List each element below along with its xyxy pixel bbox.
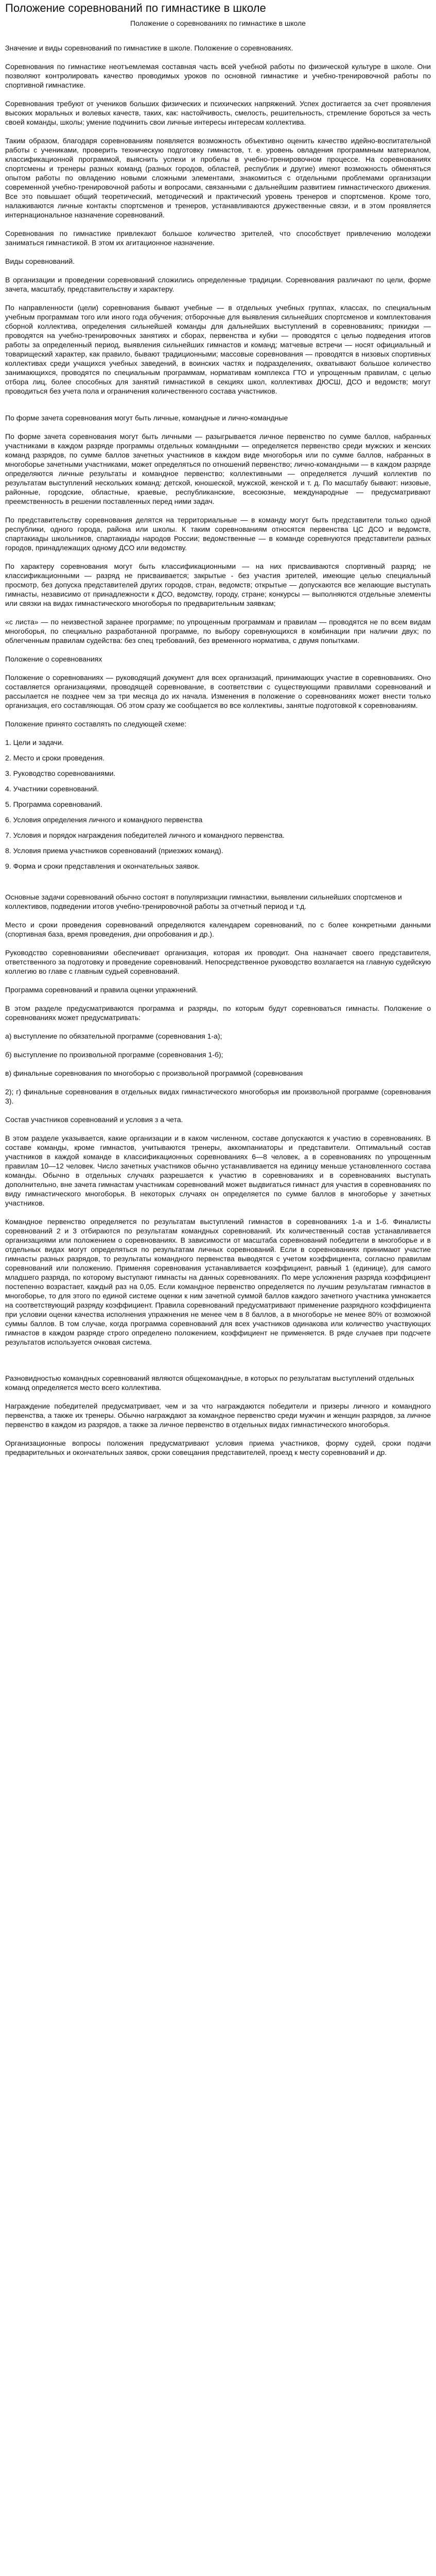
intro-paragraph: Значение и виды соревнований по гимнастике в школе. Положение о соревнованиях. <box>5 44 293 52</box>
section-paragraph: Организационные вопросы положения предусматривают условия приема участников, форму судей, сроки подачи предварительных и окончательных заявок, сроки совещания представителей, проезд к месту соревнований и др. <box>5 1439 431 1456</box>
section-paragraph: По характеру соревнования могут быть классификационными — на них присваиваются спортивный разряд; не классификационными — разряд не присваивается; закрытые - без участия зрителей, имеющие целью специальный просмотр, без допуска представителей других городов, стран, ведомств; открытые — допускаются все желающие выступать гимнасты, независимо от принадлежности к ДСО, ведомству, городу, стране; конкурсы — выполняются отдельные элементы или связки на видах гимнастического многоборья по предварительным заявкам; <box>5 562 431 607</box>
intro-paragraph: Соревнования по гимнастике неотъемлемая составная часть всей учебной работы по физической культуре в школе. Они позволяют контролировать качество проводимых уроков по основной гимнастике и учебно-тренировочной работы по спортивной гимнастике. <box>5 62 431 89</box>
section-paragraph: Положение принято составлять по следующей схеме: <box>5 720 187 728</box>
scheme-item: 9. Форма и сроки представления и окончательных заявок. <box>5 862 200 870</box>
scheme-list <box>5 738 431 871</box>
section-paragraph: По представительству соревнования делятся на территориальные — в команду могут быть представители только одной республики, одного города, района или школы. К таким соревнованиям относятся первенства ЦС ДСО и ведомств, спартакиады школьников, спартакиады народов России; ведомственные — в команде соревнуются представители разных городов, принадлежащих одному ДСО или ведомству. <box>5 516 431 552</box>
section-paragraph: По форме зачета соревнования могут быть личными — разыгрывается личное первенство по сумме баллов, набранных участниками в каждом разряде программы отдельных командными — определяется первенство среди мужских и женских команд разрядов, по сумме баллов зачетных участников в каждом виде многоборья или по сумме баллов, набранных в многоборье зачетными участниками, может определяться по отношений первенство; лично-командными — в каждом разряде определяются личные результаты и командное первенство; коллективными — определяется лучший коллектив по результатам выступлений нескольких команд: детской, юношеской, мужской, женской и т. д. По масштабу бывают: низовые, районные, городские, областные, краевые, республиканские, всесоюзные, международные — предусматривают преемственность в решении поставленных перед ними задач. <box>5 432 431 505</box>
section-paragraph: Программа соревнований и правила оценки упражнений. <box>5 986 198 994</box>
section-paragraph: Командное первенство определяется по результатам выступлений гимнастов в соревнованиях 1-а и 1-б. Финалисты соревнований 2 и 3 отбираются по результатам командных соревнований. Их количественный состав устанавливается организациями или положением о соревнованиях. В зависимости от масштаба соревнований победители в многоборье и в отдельных видах могут определяться по результатам личных соревнований. Если в соревнованиях принимают участие гимнасты разных разрядов, то результаты командного первенства выводятся с учетом коэффициента, согласно правилам соревнований или положению. Применяя соревнования устанавливается коэффициент, равный 1 (единице), для самого младшего разряда, по которому выступают гимнасты на данных соревнованиях. По мере усложнения разряда коэффициент постепенно возрастает, каждый раз на 0,05. Если командное первенство определяется по лучшим результатам гимнастов в многоборье, то для этого по единой системе оценки к ним зачетной суммой баллов каждого зачетного участника умножается на соответствующий разряду коэффициент. Правила соревнований предусматривают применение разрядного коэффициента при условии оценки качества исполнения упражнения не менее чем в 8 баллов, а в многоборье не менее 80% от возможной суммы баллов. В том случае, когда программа соревнований для всех участников одинакова или количество участвующих гимнастов в каждом разряде строго определено положением, коэффициент не применяется. В ряде случаев при подсчете результатов используется очковая система. <box>5 1217 431 1346</box>
section-paragraph: В этом разделе предусматриваются программа и разряды, по которым будут соревноваться гимнасты. Положение о соревнованиях может предусматривать: <box>5 1004 431 1022</box>
intro-paragraph: Виды соревнований. <box>5 257 75 265</box>
intro-paragraph: В организации и проведении соревнований сложились определенные традиции. Соревнования различают по цели, форме зачета, масштабу, представительству и характеру. <box>5 276 431 293</box>
scheme-item: 6. Условия определения личного и командного первенства <box>5 816 203 824</box>
page-title: Положение соревнований по гимнастике в школе <box>5 2 266 14</box>
section-heading: По форме зачета соревнования могут быть личные, командные и лично-командные <box>5 414 288 422</box>
section-paragraph: Руководство соревнованиями обеспечивает организация, которая их проводит. Она назначает своего представителя, ответственного за подготовку и проведение соревнований. Непосредственное руководство возлагается на главную судейскую коллегию во главе с главным судьей соревнований. <box>5 948 431 975</box>
section-paragraph: Положение о соревнованиях — руководящий документ для всех организаций, принимающих участие в соревнованиях. Оно составляется организациями, проводящей соревнование, в соответствии с существующими правилами соревнований и рассылается не позднее чем за три месяца до их начала. Изменения в положение о соревнованиях может внести только организация, его составляющая. Об этом сразу же сообщается во все коллективы, занятые подготовкой к соревнованиям. <box>5 673 431 709</box>
page-subtitle: Положение о соревнованиях по гимнастике в школе <box>130 19 306 27</box>
document-content <box>5 43 431 1457</box>
scheme-item: 3. Руководство соревнованиями. <box>5 769 116 777</box>
scheme-item: 2. Место и сроки проведения. <box>5 754 105 762</box>
section-paragraph: Положение о соревнованиях <box>5 655 102 663</box>
scheme-item: 8. Условия приема участников соревнований (приезжих команд). <box>5 846 223 855</box>
intro-paragraph: Соревнования требуют от учеников больших физических и психических напряжений. Успех достигается за счет проявления высоких моральных и волевых качеств, таких, как: настойчивость, смелость, решительность, стремление бороться за честь своей команды, школы; умение подчинить свои личные интересы интересам коллектива. <box>5 99 431 126</box>
section-paragraph: 2); г) финальные соревнования в отдельных видах гимнастического многоборья им произвольной программе (соревнования 3). <box>5 1088 431 1105</box>
section-paragraph: а) выступление по обязательной программе (соревнования 1-а); <box>5 1032 222 1040</box>
section-paragraph: В этом разделе указывается, какие организации и в каком численном, составе допускаются к участию в соревнованиях. В составе команды, кроме гимнастов, учитываются тренеры, аккомпаниаторы и представители. Оптимальный состав участников в каждой команде в классификационных соревнованиях 6—8 человек, а в соревнованиях по упрощенным правилам 10—12 человек. Число зачетных участников обычно устанавливается на единицу меньше установленного состава команды. Обычно в отдельных случаях разрешается к участию в соревнованиях и в соревнованиях выступать дополнительно, вне зачета гимнастам участникам соревнований может выдвигаться гимнаст для участия в соревнованиях по виду гимнастического многоборья. В некоторых случаях он определяется по сумме баллов в многоборье у зачетных участников. <box>5 1134 431 1207</box>
section-paragraph: Состав участников соревнований и условия з а чета. <box>5 1115 183 1124</box>
intro-paragraph: По направленности (цели) соревнования бывают учебные — в отдельных учебных группах, классах, по специальным учебным программам того или иного года обучения; отборочные для выявления сильнейших спортсменов и комплектования сборной коллектива, определения сильнейшей команды для дальнейших выступлений в соревнованиях; прикидки — проводятся на учебно-тренировочных занятиях и сборах, первенства и кубки — проводятся с целью подведения итогов работы за определенный период, выявления сильнейших гимнастов и команд; матчевые встречи — носят официальный и товарищеский характер, как правило, бывают традиционными; массовые соревнования — проводятся в низовых спортивных коллективах среди учащихся учебных заведений, в воинских частях и подразделениях, охватывают большое количество занимающихся, проводятся по специальным программам, нормативам комплекса ГТО и упрощенным правилам, с целью отбора лиц, более способных для занятий гимнастикой в секциях школ, коллективах ДЮСШ, ДСО и ведомств; могут проводиться без учета пола и ограничения количественного состава участников. <box>5 303 431 395</box>
section-heading: Разновидностью командных соревнований являются общекомандные, в которых по результатам выступлений отдельных команд определяется место всего коллектива. <box>5 1374 414 1392</box>
scheme-item: 1. Цели и задачи. <box>5 738 64 747</box>
intro-paragraph: Таким образом, благодаря соревнованиям появляется возможность объективно оценить качество идейно-воспитательной работы с учениками, проверить техническую подготовку гимнастов, т. е. уровень овладения программным материалом, классификационной программой, выяснить успехи и пробелы в учебно-тренировочном процессе. На соревнованиях спортсмены и тренеры разных команд (разных городов, областей, республик и другие) имеют возможность обменяться опытом работы по овладению новыми сложными элементами, знакомиться с отдельными проблемами организации современной учебно-тренировочной работы и вопросами, связанными с дальнейшим развитием гимнастического движения. Все это повышает общий теоретический, методический и практический уровень тренеров и спортсменов. Кроме того, налаживаются личные контакты спортсменов и тренеров, устанавливаются дружественные связи, и в этом проявляется интернациональное назначение соревнований. <box>5 137 431 219</box>
section-paragraph: Место и сроки проведения соревнований определяются календарем соревнований, по с более конкретными данными (спортивная база, время проведения, дни опробования и др.). <box>5 921 431 938</box>
scheme-item: 7. Условия и порядок награждения победителей личного и командного первенства. <box>5 831 285 839</box>
scheme-item: 4. Участники соревнований. <box>5 785 99 793</box>
section-heading: Основные задачи соревнований обычно состоят в популяризации гимнастики, выявлении сильнейших спортсменов и коллективов, подведении итогов учебно-тренировочной работы за отчетный период и т.д. <box>5 893 402 910</box>
section-paragraph: б) выступление по произвольной программе (соревнования 1-б); <box>5 1050 223 1059</box>
intro-paragraph: Соревнования по гимнастике привлекают большое количество зрителей, что способствует привлечению молодежи заниматься гимнастикой. В этом их агитационное назначение. <box>5 229 431 247</box>
scheme-item: 5. Программа соревнований. <box>5 800 102 808</box>
section-paragraph: «с листа» — по неизвестной заранее программе; по упрощенным программам и правилам — проводятся не по всем видам многоборья, по специально разработанной программе, по выбору соревнующихся в комбинации при наличии двух; по облегченным правилам судейства: без спец требований, без временного норматива, с двумя попытками. <box>5 618 431 645</box>
section-paragraph: в) финальные соревнования по многоборью с произвольной программой (соревнования <box>5 1069 303 1077</box>
section-paragraph: Награждение победителей предусматривает, чем и за что награждаются победители и призеры личного и командного первенства, а также их тренеры. Обычно награждают за командное первенство среди мужчин и женщин разрядов, за личное первенство в каждом из разрядов, а также за личное первенство в отдельных видах гимнастического многоборья. <box>5 1402 431 1429</box>
